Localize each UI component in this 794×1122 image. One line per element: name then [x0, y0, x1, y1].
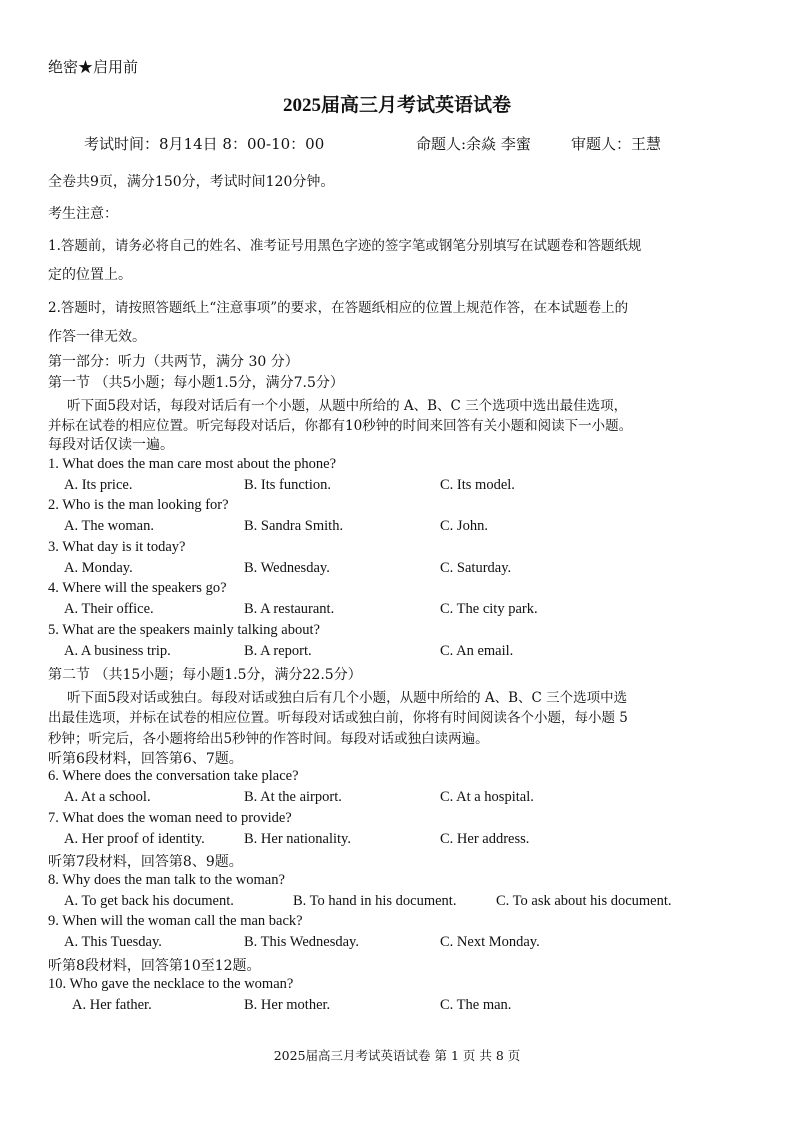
notice-item-2-line-2: 作答一律无效。 — [48, 329, 146, 345]
notice-heading: 考生注意： — [48, 206, 118, 222]
question-5: 5. What are the speakers mainly talking about? — [48, 622, 320, 638]
notice-item-1-line-1: 1.答题前，请务必将自己的姓名、准考证号用黑色字迹的签字笔或钢笔分别填写在试题卷和答题纸规 — [48, 238, 642, 254]
exam-reviewer: 审题人：王慧 — [571, 135, 662, 153]
question-4-option-c: C. The city park. — [440, 601, 538, 617]
question-9-option-b: B. This Wednesday. — [244, 934, 359, 950]
question-2-option-c: C. John. — [440, 518, 488, 534]
question-9-option-a: A. This Tuesday. — [64, 934, 162, 950]
question-6-option-b: B. At the airport. — [244, 789, 342, 805]
question-8-option-a: A. To get back his document. — [64, 893, 234, 909]
material-8-note: 听第8段材料，回答第10至12题。 — [48, 958, 261, 974]
question-3-option-b: B. Wednesday. — [244, 560, 330, 576]
notice-item-1-line-2: 定的位置上。 — [48, 267, 132, 283]
question-10-option-c: C. The man. — [440, 997, 512, 1013]
question-3-option-a: A. Monday. — [64, 560, 133, 576]
question-2: 2. Who is the man looking for? — [48, 497, 229, 513]
question-6-option-a: A. At a school. — [64, 789, 151, 805]
notice-item-2-line-1: 2.答题时，请按照答题纸上“注意事项”的要求，在答题纸相应的位置上规范作答，在本试题卷上的 — [48, 300, 629, 316]
question-10-option-b: B. Her mother. — [244, 997, 331, 1013]
question-10: 10. Who gave the necklace to the woman? — [48, 976, 294, 992]
section2-instruction-line-3: 秒钟；听完后，各小题将给出5秒钟的作答时间。每段对话或独白读两遍。 — [48, 731, 489, 747]
confidential-label: 绝密★启用前 — [48, 58, 139, 76]
question-5-option-b: B. A report. — [244, 643, 312, 659]
section2-instruction-line-2: 出最佳选项，并标在试卷的相应位置。听每段对话或独白前，你将有时间阅读各个小题，每小题 5 — [48, 710, 628, 726]
section1-heading: 第一节 （共5小题；每小题1.5分，满分7.5分） — [48, 375, 344, 391]
exam-setters: 命题人:余焱 李蜜 — [416, 135, 531, 153]
question-8: 8. Why does the man talk to the woman? — [48, 872, 285, 888]
question-1-option-b: B. Its function. — [244, 477, 331, 493]
question-4: 4. Where will the speakers go? — [48, 580, 227, 596]
question-7-option-b: B. Her nationality. — [244, 831, 351, 847]
question-6: 6. Where does the conversation take place? — [48, 768, 299, 784]
part1-heading: 第一部分：听力（共两节，满分 30 分） — [48, 354, 299, 370]
question-7-option-c: C. Her address. — [440, 831, 530, 847]
question-7-option-a: A. Her proof of identity. — [64, 831, 205, 847]
question-10-option-a: A. Her father. — [72, 997, 152, 1013]
question-5-option-a: A. A business trip. — [64, 643, 171, 659]
section2-heading: 第二节 （共15小题；每小题1.5分，满分22.5分） — [48, 667, 362, 683]
exam-title: 2025届高三月考试英语试卷 — [282, 95, 511, 116]
question-3: 3. What day is it today? — [48, 539, 186, 555]
question-9: 9. When will the woman call the man back? — [48, 913, 303, 929]
question-2-option-b: B. Sandra Smith. — [244, 518, 344, 534]
question-1-option-c: C. Its model. — [440, 477, 515, 493]
question-5-option-c: C. An email. — [440, 643, 514, 659]
question-2-option-a: A. The woman. — [64, 518, 154, 534]
page-footer: 2025届高三月考试英语试卷 第 1 页 共 8 页 — [273, 1048, 521, 1063]
material-7-note: 听第7段材料，回答第8、9题。 — [48, 854, 243, 870]
section1-instruction-line-2: 并标在试卷的相应位置。听完每段对话后，你都有10秒钟的时间来回答有关小题和阅读下一小题。 — [48, 418, 633, 434]
question-6-option-c: C. At a hospital. — [440, 789, 534, 805]
section1-instruction-line-3: 每段对话仅读一遍。 — [48, 437, 174, 453]
question-8-option-c: C. To ask about his document. — [496, 893, 672, 909]
question-1-option-a: A. Its price. — [64, 477, 133, 493]
exam-time: 考试时间：8月14日 8：00-10：00 — [84, 135, 325, 153]
question-3-option-c: C. Saturday. — [440, 560, 512, 576]
question-1: 1. What does the man care most about the phone? — [48, 456, 337, 472]
question-9-option-c: C. Next Monday. — [440, 934, 540, 950]
question-4-option-a: A. Their office. — [64, 601, 154, 617]
exam-intro: 全卷共9页，满分150分，考试时间120分钟。 — [48, 174, 335, 190]
question-7: 7. What does the woman need to provide? — [48, 810, 292, 826]
material-6-note: 听第6段材料，回答第6、7题。 — [48, 751, 243, 767]
section2-instruction-line-1: 听下面5段对话或独白。每段对话或独白后有几个小题，从题中所给的 A、B、C 三个选项中选 — [67, 690, 628, 706]
question-8-option-b: B. To hand in his document. — [293, 893, 457, 909]
question-4-option-b: B. A restaurant. — [244, 601, 335, 617]
section1-instruction-line-1: 听下面5段对话，每段对话后有一个小题，从题中所给的 A、B、C 三个选项中选出最佳选项， — [67, 398, 628, 414]
